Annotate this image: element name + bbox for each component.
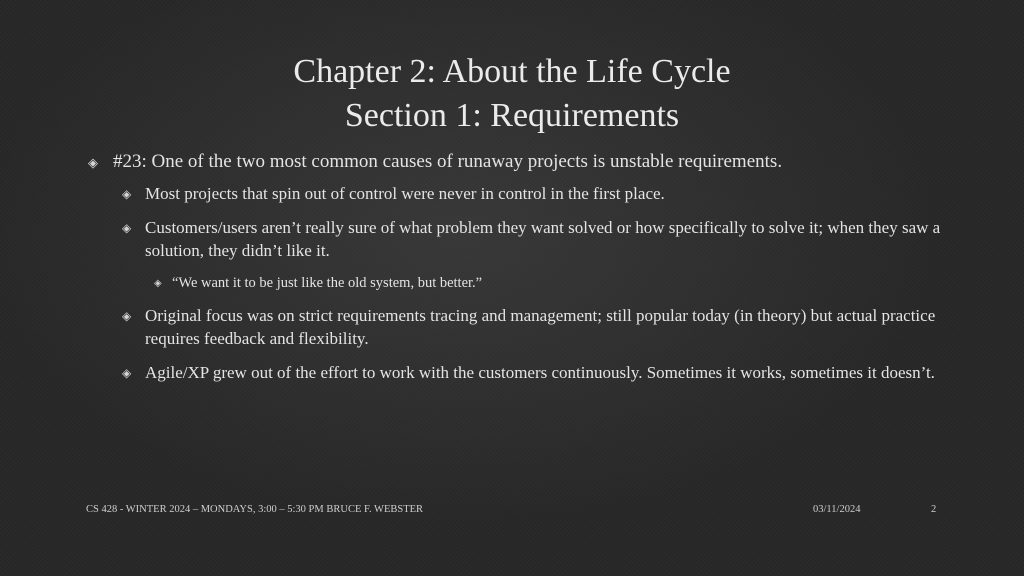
bullet-item <box>122 361 948 384</box>
footer-course-info: CS 428 - WINTER 2024 – MONDAYS, 3:00 – 5:30 PM BRUCE F. WEBSTER <box>86 504 424 515</box>
bullet-text: Original focus was on strict requirements tracing and management; still popular today (in theory) but actual practice requires feedback and flexibility. <box>145 306 936 348</box>
footer-date: 03/11/2024 <box>813 504 861 515</box>
slide-number: 2 <box>931 504 937 515</box>
bullet-item <box>154 273 948 293</box>
bullet-text: #23: One of the two most common causes of runaway projects is unstable requirements. <box>113 151 783 172</box>
title-line-2: Section 1: Requirements <box>344 97 680 134</box>
bullet-text: Agile/XP grew out of the effort to work with the customers continuously. Sometimes it works, sometimes it doesn’t. <box>145 363 935 382</box>
diamond-bullet-icon: ◈ <box>88 155 98 170</box>
slide-title <box>0 50 1024 138</box>
diamond-bullet-icon: ◈ <box>122 187 132 201</box>
diamond-bullet-icon: ◈ <box>122 221 132 235</box>
bullet-text: Most projects that spin out of control were never in control in the first place. <box>145 184 665 203</box>
bullet-text: Customers/users aren’t really sure of what problem they want solved or how specifically to solve it; when they saw a solution, they didn’t like it. <box>145 218 941 260</box>
bullet-item <box>122 304 948 350</box>
bullet-list <box>88 150 948 395</box>
diamond-bullet-icon: ◈ <box>122 366 132 380</box>
bullet-text: “We want it to be just like the old system, but better.” <box>172 275 483 291</box>
diamond-bullet-icon: ◈ <box>122 309 132 323</box>
bullet-item <box>122 182 948 205</box>
bullet-item <box>122 216 948 262</box>
diamond-bullet-icon: ◈ <box>154 278 162 289</box>
title-line-1: Chapter 2: About the Life Cycle <box>293 53 731 90</box>
bullet-item <box>88 150 948 174</box>
